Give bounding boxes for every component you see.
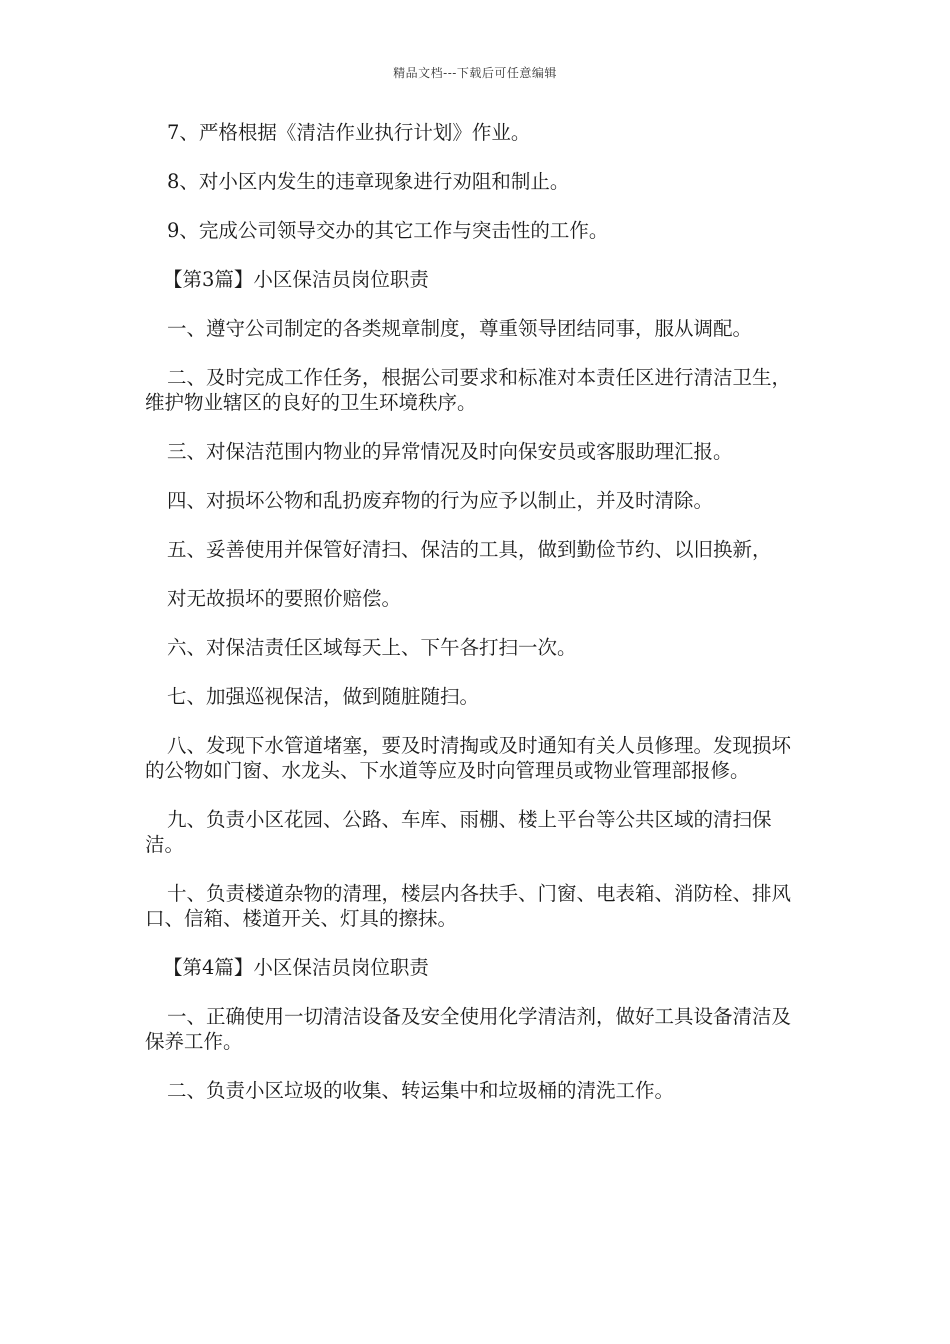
- list-item: 四、对损坏公物和乱扔废弃物的行为应予以制止，并及时清除。: [167, 489, 714, 512]
- list-item: 七、加强巡视保洁，做到随脏随扫。: [167, 685, 480, 708]
- list-item: 二、及时完成工作任务，根据公司要求和标准对本责任区进行清洁卫生，维护物业辖区的良好的卫生环境秩序。: [145, 366, 792, 414]
- list-item: 7、严格根据《清洁作业执行计划》作业。: [167, 121, 531, 144]
- list-item: 六、对保洁责任区域每天上、下午各打扫一次。: [167, 636, 577, 659]
- list-item: 8、对小区内发生的违章现象进行劝阻和制止。: [167, 170, 570, 193]
- page-header: 精品文档---下载后可任意编辑: [393, 66, 557, 80]
- list-item: 五、妥善使用并保管好清扫、保洁的工具，做到勤俭节约、以旧换新，: [167, 538, 772, 561]
- list-item: 九、负责小区花园、公路、车库、雨棚、楼上平台等公共区域的清扫保洁。: [145, 808, 772, 856]
- list-item: 一、遵守公司制定的各类规章制度，尊重领导团结同事，服从调配。: [167, 317, 753, 340]
- list-item: 一、正确使用一切清洁设备及安全使用化学清洁剂，做好工具设备清洁及保养工作。: [145, 1005, 792, 1053]
- list-item: 对无故损坏的要照价赔偿。: [167, 587, 402, 610]
- list-item: 二、负责小区垃圾的收集、转运集中和垃圾桶的清洗工作。: [167, 1079, 675, 1102]
- section-heading: 【第4篇】小区保洁员岗位职责: [163, 956, 429, 979]
- list-item: 八、发现下水管道堵塞，要及时清掏或及时通知有关人员修理。发现损坏的公物如门窗、水龙头、下水道等应及时向管理员或物业管理部报修。: [145, 734, 792, 782]
- list-item: 十、负责楼道杂物的清理，楼层内各扶手、门窗、电表箱、消防栓、排风口、信箱、楼道开关、灯具的擦抹。: [145, 882, 792, 930]
- document-body: [145, 120, 807, 1127]
- list-item: 三、对保洁范围内物业的异常情况及时向保安员或客服助理汇报。: [167, 440, 733, 463]
- section-heading: 【第3篇】小区保洁员岗位职责: [163, 268, 429, 291]
- list-item: 9、完成公司领导交办的其它工作与突击性的工作。: [167, 219, 609, 242]
